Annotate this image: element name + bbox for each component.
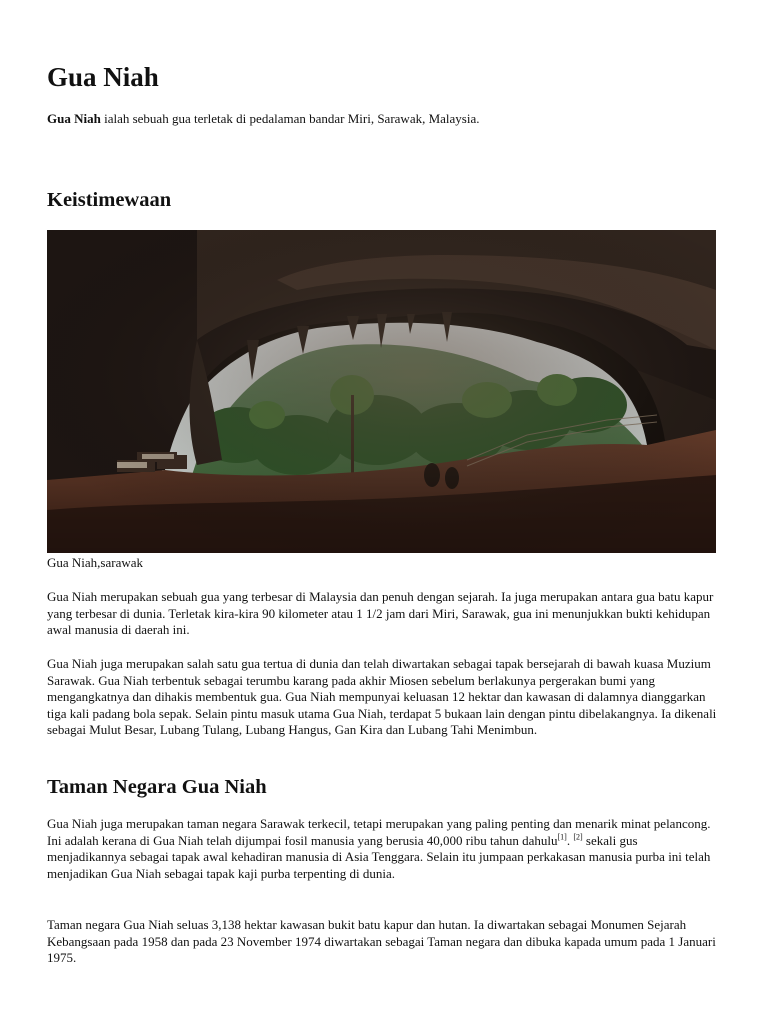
reference-separator: .	[566, 832, 574, 848]
intro-paragraph	[47, 111, 717, 128]
paragraph-keistimewaan-2: Gua Niah juga merupakan salah satu gua tertua di dunia dan telah diwartakan sebagai tapak bersejarah di bawah kuasa Muzium Sarawak. Gua Niah terbentuk sebagai terumbu karang pada akhir Miosen sebelum berlakunya pergerakan bumi yang mengangkatnya dan dihakis membentuk gua. Gua Niah mempunyai keluasan 12 hektar dan kawasan di dalamnya dianggarkan tiga kali padang bola sepak. Selain pintu masuk utama Gua Niah, terdapat 5 bukaan lain dengan pintu dibelakangnya. Ia dikenali sebagai Mulut Besar, Lubang Tulang, Lubang Hangus, Gan Kira dan Lubang Tahi Menimbun.	[47, 656, 717, 738]
paragraph-taman-negara-2: Taman negara Gua Niah seluas 3,138 hektar kawasan bukit batu kapur dan hutan. Ia diwartakan sebagai Monumen Sejarah Kebangsaan pada 1958 dan pada 23 November 1974 diwartakan sebagai Taman negara dan dibuka kapada umum pada 1 Januari 1975.	[47, 917, 716, 966]
page-title: Gua Niah	[47, 62, 159, 92]
section-heading-keistimewaan: Keistimewaan	[47, 189, 172, 211]
reference-link-1[interactable]: [1]	[557, 832, 567, 842]
reference-link-2[interactable]: [2]	[573, 832, 583, 842]
cave-photo	[47, 230, 716, 553]
taman-text-before-refs: Gua Niah juga merupakan taman negara Sarawak terkecil, tetapi merupakan yang paling penting dan menarik minat pelancong. Ini adalah kerana di Gua Niah telah dijumpai fosil manusia yang berusia 40,000 ribu tahun dahulu	[47, 816, 711, 848]
figure-caption: Gua Niah,sarawak	[47, 555, 144, 570]
intro-bold-term: Gua Niah	[47, 111, 101, 126]
paragraph-taman-negara-1	[47, 816, 717, 882]
taman-text-after-refs: sekali gus menjadikannya sebagai tapak awal kehadiran manusia di Asia Tenggara. Selain itu jumpaan perkakasan manusia purba ini telah menjadikan Gua Niah sebagai tapak kaji purba terpenting di dunia.	[47, 832, 711, 881]
section-heading-taman-negara: Taman Negara Gua Niah	[47, 776, 267, 798]
paragraph-keistimewaan-1: Gua Niah merupakan sebuah gua yang terbesar di Malaysia dan penuh dengan sejarah. Ia juga merupakan antara gua batu kapur yang terbesar di dunia. Terletak kira-kira 90 kilometer atau 1 1/2 jam dari Miri, Sarawak, gua ini menunjukkan bukti kehidupan awal manusia di daerah ini.	[47, 589, 714, 638]
intro-text: ialah sebuah gua terletak di pedalaman bandar Miri, Sarawak, Malaysia.	[100, 111, 480, 126]
